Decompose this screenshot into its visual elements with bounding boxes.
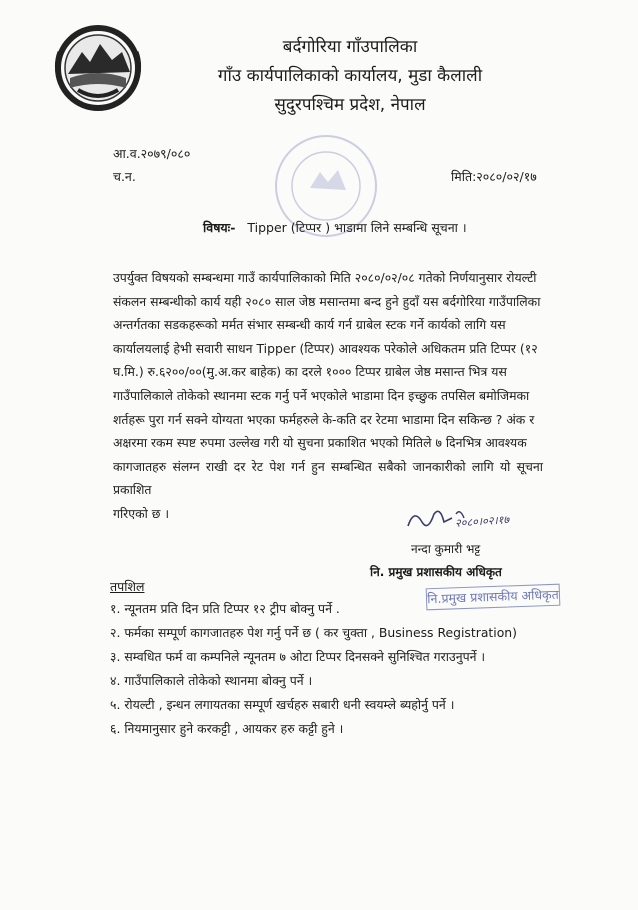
list-item: १. न्यूनतम प्रति दिन प्रति टिप्पर १२ ट्रीप बोक्नु पर्ने .: [110, 601, 340, 616]
signatory-name: नन्दा कुमारी भट्ट: [411, 542, 481, 556]
body-line: उपर्युक्त विषयको सम्बन्धमा गाउँ कार्यपालिकाको मिति २०८०/०२/०८ गतेको निर्णयानुसार रोयल्टी: [113, 270, 537, 285]
body-line: अक्षरमा रकम स्पष्ट रुपमा उल्लेख गरी यो सुचना प्रकाशित भएको मितिले ७ दिनभित्र आवश्यक: [113, 435, 527, 451]
body-line: कार्यालयलाई हेभी सवारी साधन Tipper (टिप्पर) आवश्यक परेकोले अधिकतम प्रति टिप्पर (१२: [113, 340, 538, 356]
list-item: ६. नियमानुसार हुने करकट्टी , आयकर हरु कट्टी हुने ।: [110, 721, 344, 736]
body-line: गाउँपालिकाले तोकेको स्थानमा स्टक गर्नु पर्ने भएकोले भाडामा दिन इच्छुक तपसिल बमोजिमका: [113, 387, 530, 403]
subject-line: [203, 219, 467, 236]
notice-body: [113, 266, 543, 526]
fiscal-year: आ.व.२०७९/०८०: [113, 146, 191, 161]
designation-stamp: नि.प्रमुख प्रशासकीय अधिकृत: [426, 584, 561, 611]
body-line: संकलन सम्बन्धीको कार्य यही २०८० साल जेष्ठ मसान्तमा बन्द हुने हुदाँ यस बर्दगोरिया गाउँपालिका: [113, 293, 541, 309]
body-line: कागजातहरु संलग्न राखी दर रेट पेश गर्न हुन सम्बन्धित सबैको जानकारीको लागि यो सूचना प्रकाशित: [113, 458, 543, 498]
list-item: ३. सम्वधित फर्म वा कम्पनिले न्यूनतम ७ ओटा टिप्पर दिनसक्ने सुनिश्चित गराउनुपर्ने ।: [110, 649, 486, 664]
dispatch-number: च.न.: [113, 169, 136, 184]
body-line: शर्तहरू पुरा गर्न सक्ने योग्यता भएका फर्महरुले के-कति दर रेटमा भाडामा दिन सकिन्छ ? अंक र: [113, 411, 535, 427]
notice-date: मिति:२०८०/०२/१७: [451, 169, 537, 184]
nepal-emblem-icon: [52, 22, 144, 114]
body-line: अन्तर्गतका सडकहरूको मर्मत संभार सम्बन्धी कार्य गर्न ग्राबेल स्टक गर्ने कार्यको लागि यस: [113, 317, 506, 333]
handwritten-date: २०८०।०२।१७: [454, 513, 510, 530]
tapsil-heading: तपशिल: [110, 579, 145, 594]
list-item: ४. गाउँपालिकाले तोकेको स्थानमा बोक्नु पर्ने ।: [110, 673, 313, 688]
municipality-name: बर्दगोरिया गाँउपालिका: [282, 37, 418, 57]
signatory-designation: नि. प्रमुख प्रशासकीय अधिकृत: [370, 565, 502, 579]
office-name: गाँउ कार्यपालिकाको कार्यालय, मुडा कैलाली: [217, 66, 483, 86]
province-name: सुदुरपश्चिम प्रदेश, नेपाल: [274, 95, 426, 115]
list-item: २. फर्मका सम्पूर्ण कागजातहरु पेश गर्नु पर्ने छ ( कर चुक्ता , Business Registration): [110, 625, 517, 640]
body-line: घ.मि.) रु.६२००/००(मु.अ.कर बाहेक) का दरले १००० टिप्पर ग्राबेल जेष्ठ मसान्त भित्र यस: [113, 364, 507, 380]
subject-label: विषयः-: [203, 220, 236, 235]
subject-text: Tipper (टिप्पर ) भाडामा लिने सम्बन्धि सूचना ।: [247, 220, 467, 235]
body-line: गरिएको छ ।: [113, 505, 170, 521]
list-item: ५. रोयल्टी , इन्धन लगायतका सम्पूर्ण खर्चहरु सबारी धनी स्वयम्ले ब्यहोर्नु पर्ने ।: [110, 697, 455, 712]
